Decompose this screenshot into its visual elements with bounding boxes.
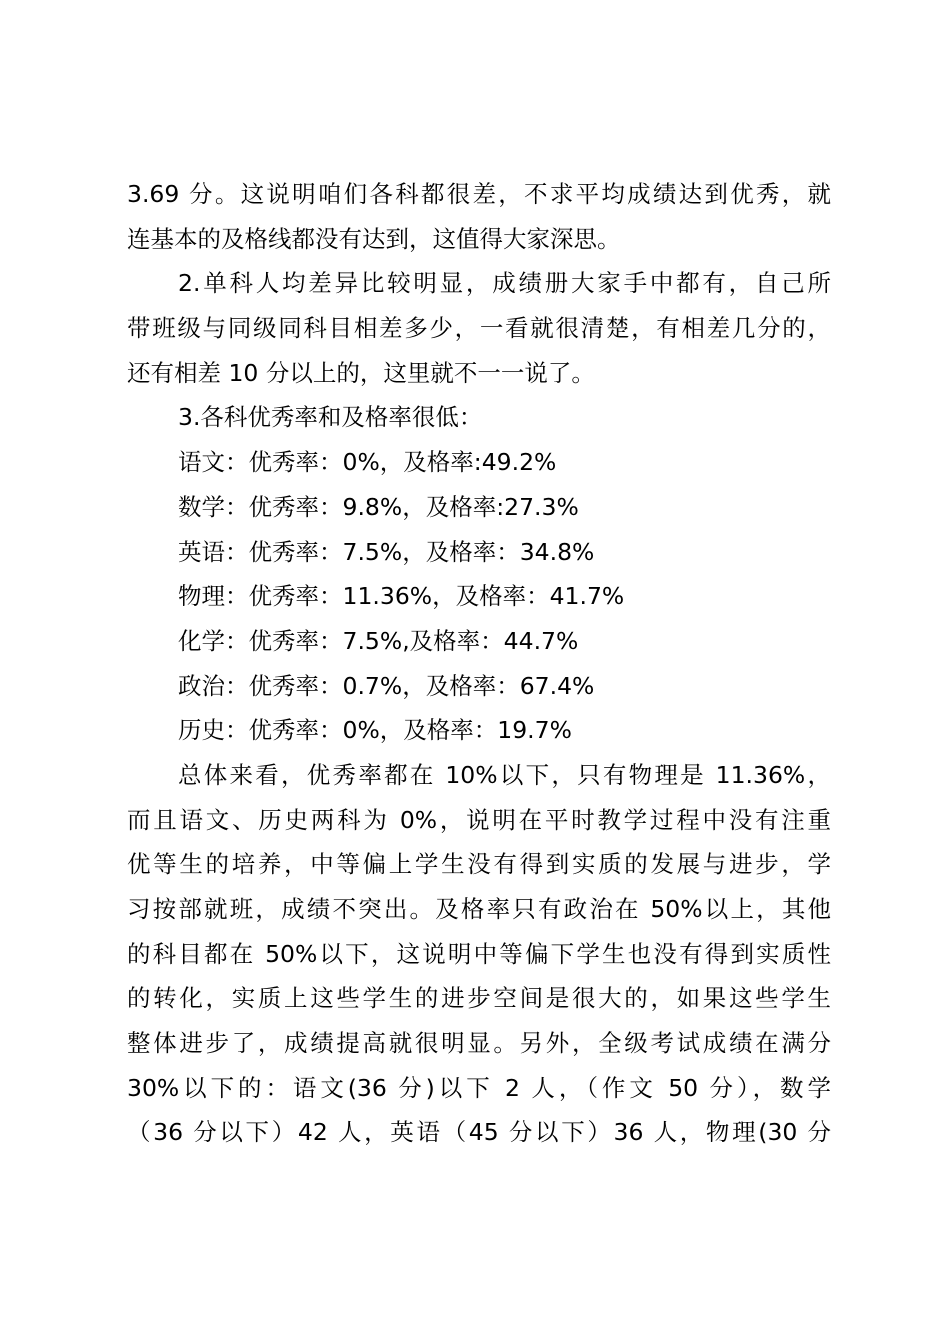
text-line: 化学：优秀率：7.5%,及格率：44.7% — [178, 626, 579, 655]
text-line: 30%以下的：语文(36 分)以下 2 人，（作文 50 分），数学 — [127, 1073, 831, 1102]
text-line: 整体进步了，成绩提高就很明显。另外，全级考试成绩在满分 — [127, 1029, 831, 1058]
text-line: 物理：优秀率：11.36%，及格率：41.7% — [178, 582, 625, 611]
text-line: 3.69 分。这说明咱们各科都很差，不求平均成绩达到优秀，就 — [127, 180, 831, 208]
text-line: 的转化，实质上这些学生的进步空间是很大的，如果这些学生 — [127, 984, 831, 1013]
text-line: 还有相差 10 分以上的，这里就不一一说了。 — [127, 358, 595, 387]
text-line: 政治：优秀率：0.7%，及格率：67.4% — [178, 671, 595, 700]
text-line: 的科目都在 50%以下，这说明中等偏下学生也没有得到实质性 — [127, 939, 831, 968]
text-line: 优等生的培养，中等偏上学生没有得到实质的发展与进步，学 — [127, 850, 831, 879]
text-line: 3.各科优秀率和及格率很低： — [178, 403, 483, 432]
text-line: 而且语文、历史两科为 0%，说明在平时教学过程中没有注重 — [127, 805, 831, 834]
text-line: 习按部就班，成绩不突出。及格率只有政治在 50%以上，其他 — [127, 895, 831, 923]
text-line: 历史：优秀率：0%，及格率：19.7% — [178, 716, 572, 745]
text-line: 英语：优秀率：7.5%，及格率：34.8% — [178, 537, 595, 566]
text-line: 连基本的及格线都没有达到，这值得大家深思。 — [127, 224, 621, 253]
text-line: 带班级与同级同科目相差多少，一看就很清楚，有相差几分的， — [127, 314, 831, 343]
text-line: 2.单科人均差异比较明显，成绩册大家手中都有，自己所 — [178, 269, 831, 298]
text-line: 数学：优秀率：9.8%，及格率:27.3% — [178, 492, 579, 521]
text-line: （36 分以下）42 人，英语（45 分以下）36 人，物理(30 分 — [127, 1118, 831, 1147]
document-page — [127, 172, 831, 1155]
text-line: 总体来看，优秀率都在 10%以下，只有物理是 11.36%， — [178, 760, 831, 789]
text-line: 语文：优秀率：0%，及格率:49.2% — [178, 448, 557, 477]
